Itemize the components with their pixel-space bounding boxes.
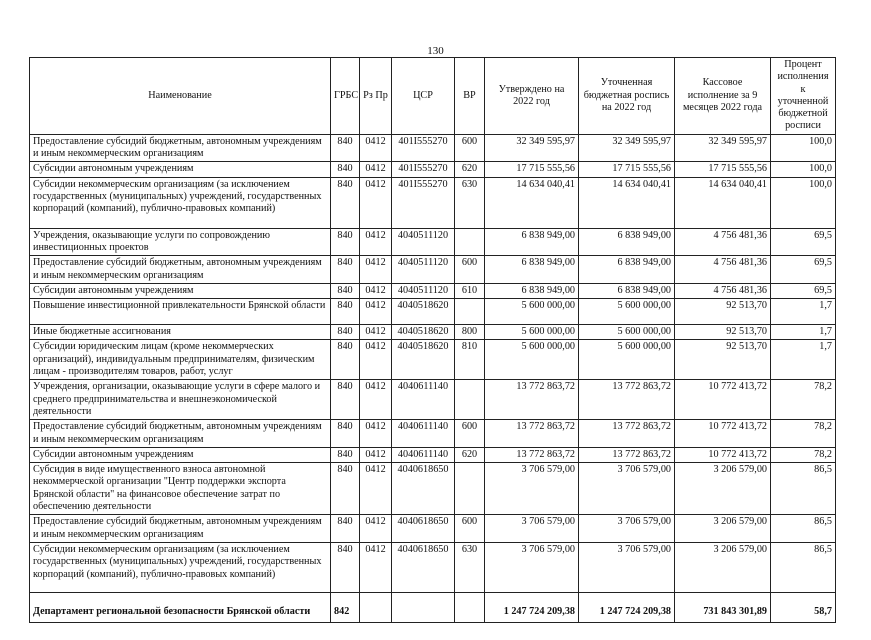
cell-name: Повышение инвестиционной привлекательности Брянской области (30, 299, 331, 325)
cell-refined: 3 706 579,00 (579, 463, 675, 515)
header-cash: Кассовое исполнение за 9 месяцев 2022 года (675, 58, 771, 135)
cell-csr: 401I555270 (392, 134, 455, 162)
cell-rzpr (360, 592, 392, 622)
cell-percent: 69,5 (771, 256, 836, 284)
cell-approved: 3 706 579,00 (485, 515, 579, 543)
cell-approved: 5 600 000,00 (485, 299, 579, 325)
cell-rzpr: 0412 (360, 515, 392, 543)
cell-name: Субсидии некоммерческим организациям (за исключением государственных (муниципальных) учреждений, государственных корпораций (компаний), публично-правовых компаний) (30, 177, 331, 228)
cell-percent: 100,0 (771, 134, 836, 162)
cell-approved: 3 706 579,00 (485, 542, 579, 592)
cell-percent: 58,7 (771, 592, 836, 622)
cell-grbs: 840 (331, 256, 360, 284)
cell-vr: 600 (455, 420, 485, 448)
cell-rzpr: 0412 (360, 380, 392, 420)
cell-cash: 3 206 579,00 (675, 515, 771, 543)
cell-percent: 78,2 (771, 447, 836, 462)
cell-refined: 13 772 863,72 (579, 447, 675, 462)
header-vr: ВР (455, 58, 485, 135)
cell-grbs: 840 (331, 299, 360, 325)
table-row (30, 177, 836, 228)
cell-grbs: 840 (331, 134, 360, 162)
header-name: Наименование (30, 58, 331, 135)
cell-approved: 13 772 863,72 (485, 420, 579, 448)
table-row (30, 420, 836, 448)
cell-grbs: 840 (331, 542, 360, 592)
cell-cash: 17 715 555,56 (675, 162, 771, 177)
cell-csr: 4040618650 (392, 542, 455, 592)
table-row (30, 228, 836, 256)
cell-approved: 17 715 555,56 (485, 162, 579, 177)
cell-percent: 100,0 (771, 177, 836, 228)
cell-refined: 6 838 949,00 (579, 283, 675, 298)
cell-refined: 5 600 000,00 (579, 325, 675, 340)
cell-approved: 14 634 040,41 (485, 177, 579, 228)
cell-cash: 731 843 301,89 (675, 592, 771, 622)
cell-vr: 600 (455, 515, 485, 543)
cell-cash: 32 349 595,97 (675, 134, 771, 162)
cell-rzpr: 0412 (360, 177, 392, 228)
cell-percent: 78,2 (771, 420, 836, 448)
cell-grbs: 840 (331, 515, 360, 543)
header-grbs: ГРБС (331, 58, 360, 135)
cell-percent: 69,5 (771, 228, 836, 256)
budget-table (29, 57, 836, 623)
cell-approved: 6 838 949,00 (485, 256, 579, 284)
cell-name: Предоставление субсидий бюджетным, автономным учреждениям и иным некоммерческим организациям (30, 420, 331, 448)
cell-vr: 600 (455, 134, 485, 162)
cell-csr (392, 592, 455, 622)
cell-grbs: 840 (331, 162, 360, 177)
cell-grbs: 840 (331, 447, 360, 462)
table-row (30, 447, 836, 462)
cell-refined: 1 247 724 209,38 (579, 592, 675, 622)
cell-approved: 5 600 000,00 (485, 340, 579, 380)
cell-cash: 92 513,70 (675, 340, 771, 380)
cell-name: Учреждения, оказывающие услуги по сопровождению инвестиционных проектов (30, 228, 331, 256)
table-row (30, 340, 836, 380)
cell-vr: 800 (455, 325, 485, 340)
cell-refined: 3 706 579,00 (579, 515, 675, 543)
cell-csr: 4040518620 (392, 325, 455, 340)
cell-vr: 630 (455, 177, 485, 228)
cell-vr (455, 299, 485, 325)
header-csr: ЦСР (392, 58, 455, 135)
cell-vr (455, 463, 485, 515)
cell-csr: 4040518620 (392, 299, 455, 325)
cell-refined: 14 634 040,41 (579, 177, 675, 228)
table-row (30, 542, 836, 592)
header-percent: Процент исполнения к уточненной бюджетной росписи (771, 58, 836, 135)
table-row (30, 380, 836, 420)
cell-rzpr: 0412 (360, 340, 392, 380)
cell-vr: 810 (455, 340, 485, 380)
cell-refined: 6 838 949,00 (579, 228, 675, 256)
cell-csr: 401I555270 (392, 177, 455, 228)
cell-approved: 5 600 000,00 (485, 325, 579, 340)
cell-name: Субсидии автономным учреждениям (30, 283, 331, 298)
cell-approved: 13 772 863,72 (485, 447, 579, 462)
cell-approved: 13 772 863,72 (485, 380, 579, 420)
cell-percent: 100,0 (771, 162, 836, 177)
cell-cash: 4 756 481,36 (675, 256, 771, 284)
cell-vr: 600 (455, 256, 485, 284)
cell-percent: 86,5 (771, 463, 836, 515)
table-row (30, 299, 836, 325)
cell-percent: 86,5 (771, 515, 836, 543)
cell-refined: 17 715 555,56 (579, 162, 675, 177)
header-refined: Уточненная бюджетная роспись на 2022 год (579, 58, 675, 135)
cell-name: Департамент региональной безопасности Брянской области (30, 592, 331, 622)
cell-csr: 4040511120 (392, 256, 455, 284)
cell-grbs: 840 (331, 228, 360, 256)
cell-cash: 4 756 481,36 (675, 228, 771, 256)
cell-grbs: 840 (331, 380, 360, 420)
cell-name: Учреждения, организации, оказывающие услуги в сфере малого и среднего предпринимательства и внешнеэкономической деятельности (30, 380, 331, 420)
cell-percent: 1,7 (771, 299, 836, 325)
cell-rzpr: 0412 (360, 162, 392, 177)
cell-cash: 4 756 481,36 (675, 283, 771, 298)
cell-refined: 13 772 863,72 (579, 380, 675, 420)
cell-rzpr: 0412 (360, 463, 392, 515)
table-row (30, 134, 836, 162)
cell-rzpr: 0412 (360, 420, 392, 448)
cell-rzpr: 0412 (360, 447, 392, 462)
cell-cash: 14 634 040,41 (675, 177, 771, 228)
table-row (30, 463, 836, 515)
cell-percent: 86,5 (771, 542, 836, 592)
cell-approved: 6 838 949,00 (485, 228, 579, 256)
header-approved: Утверждено на 2022 год (485, 58, 579, 135)
table-row (30, 515, 836, 543)
cell-vr: 620 (455, 162, 485, 177)
cell-grbs: 840 (331, 325, 360, 340)
cell-approved: 32 349 595,97 (485, 134, 579, 162)
cell-percent: 1,7 (771, 325, 836, 340)
cell-rzpr: 0412 (360, 228, 392, 256)
cell-percent: 1,7 (771, 340, 836, 380)
cell-name: Субсидия в виде имущественного взноса автономной некоммерческой организации "Центр поддержки экспорта Брянской области" на финансовое обеспечение затрат по обеспечению деятельности (30, 463, 331, 515)
cell-grbs: 840 (331, 463, 360, 515)
table-row (30, 256, 836, 284)
cell-cash: 92 513,70 (675, 325, 771, 340)
cell-refined: 13 772 863,72 (579, 420, 675, 448)
cell-csr: 4040618650 (392, 515, 455, 543)
cell-name: Предоставление субсидий бюджетным, автономным учреждениям и иным некоммерческим организациям (30, 256, 331, 284)
cell-vr: 610 (455, 283, 485, 298)
cell-name: Субсидии автономным учреждениям (30, 162, 331, 177)
table-header-row (30, 58, 836, 135)
cell-rzpr: 0412 (360, 325, 392, 340)
cell-rzpr: 0412 (360, 283, 392, 298)
cell-rzpr: 0412 (360, 134, 392, 162)
cell-csr: 4040511120 (392, 283, 455, 298)
header-rzpr: Рз Пр (360, 58, 392, 135)
cell-refined: 5 600 000,00 (579, 299, 675, 325)
cell-cash: 3 206 579,00 (675, 463, 771, 515)
cell-grbs: 840 (331, 177, 360, 228)
cell-rzpr: 0412 (360, 542, 392, 592)
cell-refined: 32 349 595,97 (579, 134, 675, 162)
cell-name: Предоставление субсидий бюджетным, автономным учреждениям и иным некоммерческим организациям (30, 515, 331, 543)
cell-name: Предоставление субсидий бюджетным, автономным учреждениям и иным некоммерческим организациям (30, 134, 331, 162)
cell-cash: 3 206 579,00 (675, 542, 771, 592)
cell-approved: 3 706 579,00 (485, 463, 579, 515)
cell-csr: 4040611140 (392, 447, 455, 462)
cell-csr: 4040611140 (392, 420, 455, 448)
cell-cash: 10 772 413,72 (675, 380, 771, 420)
cell-name: Субсидии юридическим лицам (кроме некоммерческих организаций), индивидуальным предпринимателям, физическим лицам - производителям товаров, работ, услуг (30, 340, 331, 380)
cell-grbs: 840 (331, 340, 360, 380)
cell-refined: 3 706 579,00 (579, 542, 675, 592)
cell-rzpr: 0412 (360, 256, 392, 284)
table-row (30, 283, 836, 298)
page-number: 130 (427, 45, 444, 57)
cell-name: Иные бюджетные ассигнования (30, 325, 331, 340)
cell-rzpr: 0412 (360, 299, 392, 325)
cell-csr: 4040518620 (392, 340, 455, 380)
cell-name: Субсидии автономным учреждениям (30, 447, 331, 462)
cell-vr (455, 592, 485, 622)
cell-csr: 401I555270 (392, 162, 455, 177)
cell-grbs: 842 (331, 592, 360, 622)
cell-grbs: 840 (331, 283, 360, 298)
cell-refined: 6 838 949,00 (579, 256, 675, 284)
cell-csr: 4040511120 (392, 228, 455, 256)
cell-csr: 4040611140 (392, 380, 455, 420)
cell-approved: 1 247 724 209,38 (485, 592, 579, 622)
total-row (30, 592, 836, 622)
cell-cash: 10 772 413,72 (675, 447, 771, 462)
cell-grbs: 840 (331, 420, 360, 448)
cell-percent: 69,5 (771, 283, 836, 298)
cell-cash: 10 772 413,72 (675, 420, 771, 448)
cell-vr (455, 380, 485, 420)
cell-csr: 4040618650 (392, 463, 455, 515)
cell-vr (455, 228, 485, 256)
cell-vr: 630 (455, 542, 485, 592)
cell-name: Субсидии некоммерческим организациям (за исключением государственных (муниципальных) учреждений, государственных корпораций (компаний), публично-правовых компаний) (30, 542, 331, 592)
cell-percent: 78,2 (771, 380, 836, 420)
cell-approved: 6 838 949,00 (485, 283, 579, 298)
cell-refined: 5 600 000,00 (579, 340, 675, 380)
cell-cash: 92 513,70 (675, 299, 771, 325)
cell-vr: 620 (455, 447, 485, 462)
table-row (30, 325, 836, 340)
table-row (30, 162, 836, 177)
